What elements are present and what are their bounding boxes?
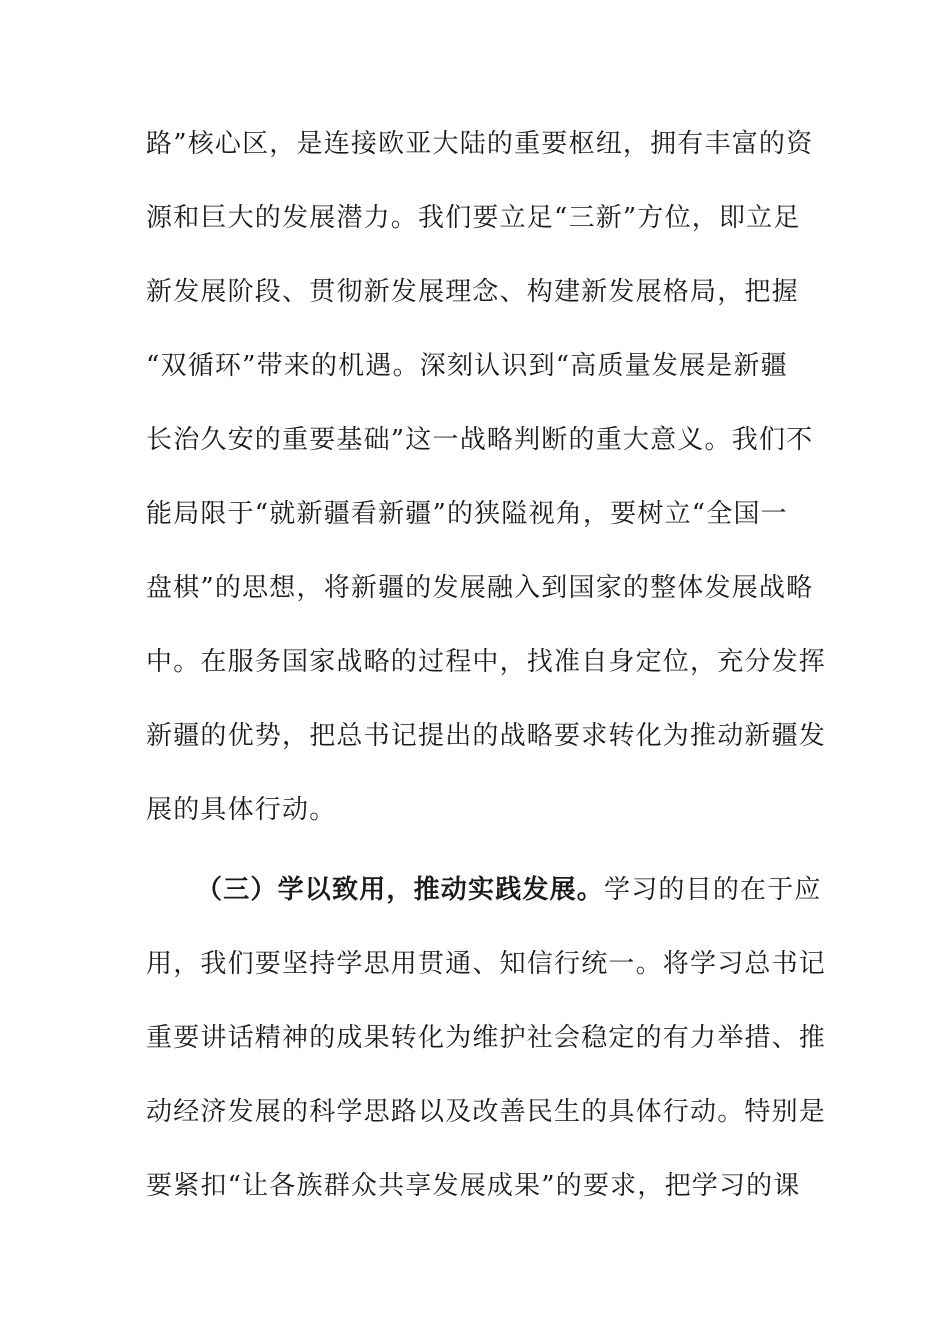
paragraph-line: 动经济发展的科学思路以及改善民生的具体行动。特别是 <box>146 1097 827 1127</box>
section-heading-line <box>196 870 856 910</box>
paragraph-line: 路”核心区，是连接欧亚大陆的重要枢纽，拥有丰富的资 <box>146 129 814 159</box>
paragraph-line: 长治久安的重要基础”这一战略判断的重大意义。我们不 <box>146 425 814 455</box>
paragraph-line: 源和巨大的发展潜力。我们要立足“三新”方位，即立足 <box>146 203 801 233</box>
paragraph-line: 展的具体行动。 <box>146 795 337 825</box>
paragraph-line: 能局限于“就新疆看新疆”的狭隘视角，要树立“全国一 <box>146 499 788 529</box>
paragraph-line: “双循环”带来的机遇。深刻认识到“高质量发展是新疆 <box>146 351 788 381</box>
paragraph-line: 用，我们要坚持学思用贯通、知信行统一。将学习总书记 <box>146 949 827 979</box>
paragraph-line: 重要讲话精神的成果转化为维护社会稳定的有力举措、推 <box>146 1023 827 1053</box>
paragraph-line: 中。在服务国家战略的过程中，找准自身定位，充分发挥 <box>146 647 827 677</box>
section-heading: （三）学以致用，推动实践发展。 <box>196 875 605 905</box>
section-heading-rest: 学习的目的在于应 <box>604 875 822 905</box>
paragraph-line: 新发展阶段、贯彻新发展理念、构建新发展格局，把握 <box>146 277 799 307</box>
paragraph-line: 盘棋”的思想，将新疆的发展融入到国家的整体发展战略 <box>146 573 814 603</box>
paragraph-line: 要紧扣“让各族群众共享发展成果”的要求，把学习的课 <box>146 1171 801 1201</box>
paragraph-line: 新疆的优势，把总书记提出的战略要求转化为推动新疆发 <box>146 721 827 751</box>
